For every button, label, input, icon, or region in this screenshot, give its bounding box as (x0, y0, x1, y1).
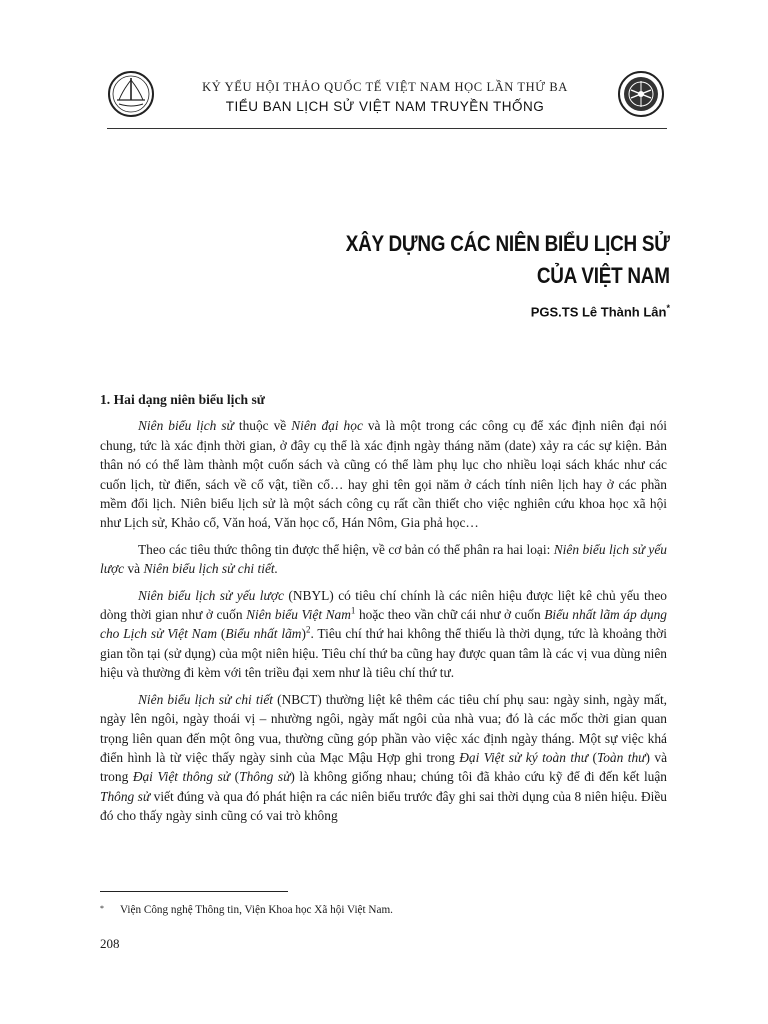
text-run: ( (230, 769, 240, 785)
text-run: hoặc theo vần chữ cái như ở cuốn (355, 607, 545, 623)
italic-term: Biểu nhất lãm (225, 626, 302, 642)
text-run: viết đúng và qua đó phát hiện ra các niên biểu trước đây ghi sai thời dụng của 8 niên hiệu. Điều đó cho thấy ngày sinh cũng có vai trò không (100, 788, 667, 824)
text-run: . Tiêu chí thứ hai không thể thiếu là thời dụng, tức là khoảng thời gian tồn tại (sử dụng) của một niên hiệu. Tiêu chí thứ ba cũng hay được quan tâm là các vị vua dùng niên hiệu và thường đi kèm với tên triều đại xem như là tiêu chí thứ tư. (100, 626, 667, 681)
paragraph-1 (100, 416, 667, 532)
footnote (100, 904, 667, 916)
italic-term: Niên biểu lịch sử chi tiết. (143, 561, 278, 577)
paper-title (346, 228, 670, 292)
university-logo-icon (107, 70, 155, 118)
body-text (100, 390, 667, 833)
text-run: Theo các tiêu thức thông tin được thể hiện, về cơ bản có thể phân ra hai loại: (138, 541, 554, 557)
paragraph-4 (100, 690, 667, 826)
text-run: thuộc về (233, 418, 292, 434)
italic-term: Niên biểu lịch sử yếu lược (100, 541, 667, 577)
header-divider (107, 128, 667, 129)
title-line-2: CỦA VIỆT NAM (537, 263, 670, 288)
section-heading: 1. Hai dạng niên biểu lịch sử (100, 392, 265, 407)
conference-title: KỶ YẾU HỘI THẢO QUỐC TẾ VIỆT NAM HỌC LẦN THỨ BA (202, 80, 568, 94)
footnote-mark: * (100, 904, 104, 913)
author-line (531, 303, 670, 319)
footnote-text: Viện Công nghệ Thông tin, Viện Khoa học Xã hội Việt Nam. (120, 904, 393, 916)
text-run: ( (216, 626, 226, 642)
italic-term: Niên đại học (291, 418, 363, 434)
italic-term: Thông sử (100, 788, 151, 804)
section-subtitle: TIỂU BAN LỊCH SỬ VIỆT NAM TRUYỀN THỐNG (225, 99, 545, 114)
text-run: ) và trong (100, 749, 668, 785)
text-run: (NBYL) có tiêu chí chính là các niên hiệu được liệt kê chủ yếu theo dòng thời gian như ở cuốn (100, 587, 667, 623)
italic-term: Niên biểu lịch sử chi tiết (138, 691, 273, 707)
italic-term: Đại Việt thông sử (132, 769, 231, 785)
italic-term: Niên biểu lịch sử yếu lược (138, 587, 284, 603)
author-name: PGS.TS Lê Thành Lân (530, 304, 667, 320)
footnote-divider (100, 891, 288, 892)
text-run: và là một trong các công cụ để xác định niên đại nói chung, tức là xác định thời gian, ở đây cụ thể là xác định ngày tháng năm (date) xảy ra các sự kiện. Bản thân nó có thể làm thành một cuốn sách và cũng có thể làm phụ lục cho nhiều loại sách khác như các cuốn lịch, từ điển, sách về cổ vật, tiền cổ… hay ghi tên gọi năm ở cách tính niên lịch hay ở các phần mềm đổi lịch. Niên biểu lịch sử là một sách công cụ rất cần thiết cho việc nghiên cứu khoa học xã hội như Lịch sử, Khảo cổ, Văn hoá, Văn học cổ, Hán Nôm, Gia phả học… (100, 418, 668, 531)
italic-term: Đại Việt sử ký toàn thư (459, 749, 589, 765)
footnote-ref-1: 1 (350, 605, 356, 616)
text-run: ( (588, 749, 597, 765)
italic-term: Niên biểu lịch sử (138, 418, 234, 434)
author-footnote-mark: * (666, 303, 670, 313)
italic-term: Thông sử (239, 769, 291, 785)
italic-term: Toàn thư (596, 749, 646, 765)
text-run: ) là không giống nhau; chúng tôi đã khảo cứu kỹ để đi đến kết luận (290, 769, 668, 785)
italic-term: Niên biểu Việt Nam (246, 607, 351, 623)
paragraph-3 (100, 586, 667, 683)
italic-term: Biểu nhất lãm áp dụng cho Lịch sử Việt Nam (100, 607, 667, 642)
text-run: (NBCT) thường liệt kê thêm các tiêu chí phụ sau: ngày sinh, ngày mất, ngày lên ngôi, ngày thoái vị – nhường ngôi, ngày mất ngôi của nhà vua; đó là các mốc thời gian quan trọng liên quan đến một ông vua, thường cũng góp phần vào việc xác định ngày tháng. Một sự việc khá điển hình là từ việc thấy ngày sinh của Mạc Mậu Hợp ghi trong (100, 691, 668, 765)
title-line-1: XÂY DỰNG CÁC NIÊN BIỂU LỊCH SỬ (346, 231, 670, 256)
footnote-ref-2: 2 (305, 625, 311, 635)
text-run: và (124, 561, 144, 577)
page-number: 208 (100, 936, 120, 951)
running-header (107, 70, 667, 132)
text-run: ) (301, 626, 306, 642)
paragraph-2 (100, 540, 667, 579)
conference-seal-icon (617, 70, 665, 118)
